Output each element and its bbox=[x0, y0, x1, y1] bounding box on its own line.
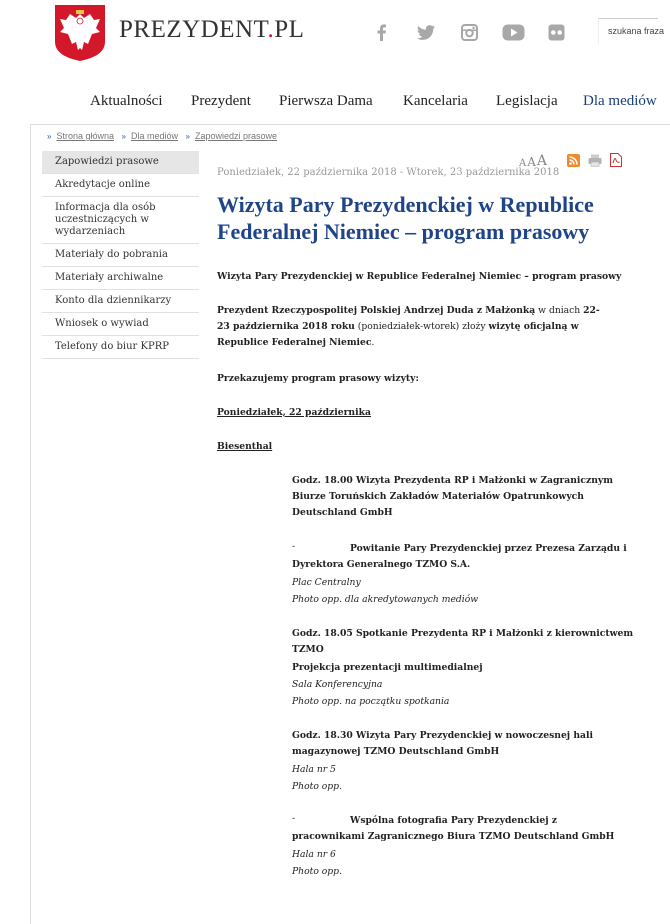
event-subitem: Projekcja prezentacji multimedialnej bbox=[292, 662, 483, 673]
article-title: Wizyta Pary Prezydenckiej w Republice Federalnej Niemiec – program prasowy bbox=[217, 192, 594, 244]
sidebar-item-informacja[interactable]: Informacja dla osób uczestniczących w wydarzeniach bbox=[42, 197, 199, 244]
eagle-emblem-icon[interactable] bbox=[54, 4, 106, 62]
program-intro: Przekazujemy program prasowy wizyty: bbox=[217, 373, 419, 384]
sidebar-menu bbox=[42, 151, 199, 359]
place-heading: Biesenthal bbox=[217, 441, 273, 452]
breadcrumb-separator-icon: » bbox=[121, 132, 126, 141]
nav-item-pierwsza-dama[interactable]: Pierwsza Dama bbox=[279, 93, 373, 109]
font-small-button[interactable]: A bbox=[519, 158, 527, 169]
twitter-icon[interactable] bbox=[416, 22, 436, 42]
event-item: Godz. 18.00 Wizyta Prezydenta RP i Małżonki w Zagranicznym Biurze Toruńskich Zakładów Materiałów Opatrunkowych Deutschland GmbH bbox=[292, 475, 613, 518]
font-large-button[interactable]: A bbox=[536, 153, 548, 169]
event-item: Godz. 18.05 Spotkanie Prezydenta RP i Małżonki z kierownictwem TZMO bbox=[292, 628, 634, 655]
site-logo-text[interactable]: PREZYDENT.PL bbox=[119, 16, 305, 43]
print-icon[interactable] bbox=[588, 152, 601, 165]
article-intro: Prezydent Rzeczypospolitej Polskiej Andrzej Duda z Małżonką w dniach 22-23 października 2018 roku (poniedziałek-wtorek) złoży wizytę oficjalną w Republice Federalnej Niemiec. bbox=[217, 305, 600, 348]
flickr-icon[interactable] bbox=[546, 22, 566, 42]
event-photo-note: Photo opp. bbox=[292, 781, 342, 792]
event-item: Wspólna fotografia Pary Prezydenckiej z pracownikami Zagranicznego Biura TZMO Deutschland GmbH bbox=[292, 815, 615, 842]
event-location: Hala nr 6 bbox=[292, 849, 336, 860]
sidebar-item-konto[interactable]: Konto dla dziennikarzy bbox=[42, 290, 199, 313]
nav-item-kancelaria[interactable]: Kancelaria bbox=[403, 93, 468, 109]
breadcrumb-link-media[interactable]: Dla mediów bbox=[130, 131, 178, 141]
nav-item-aktualnosci[interactable]: Aktualności bbox=[90, 93, 163, 109]
font-medium-button[interactable]: A bbox=[527, 155, 536, 169]
sidebar-item-materialy[interactable]: Materiały do pobrania bbox=[42, 244, 199, 267]
breadcrumb-link-home[interactable]: Strona główna bbox=[56, 131, 114, 141]
facebook-icon[interactable] bbox=[374, 22, 388, 42]
event-location: Hala nr 5 bbox=[292, 764, 336, 775]
sidebar-item-archiwalne[interactable]: Materiały archiwalne bbox=[42, 267, 199, 290]
instagram-icon[interactable] bbox=[459, 22, 479, 42]
event-location: Sala Konferencyjna bbox=[292, 679, 383, 690]
nav-item-legislacja[interactable]: Legislacja bbox=[496, 93, 558, 109]
nav-item-prezydent[interactable]: Prezydent bbox=[191, 93, 251, 109]
breadcrumb-link-press[interactable]: Zapowiedzi prasowe bbox=[194, 131, 278, 141]
breadcrumb-separator-icon: » bbox=[185, 132, 190, 141]
list-dash: - bbox=[292, 541, 296, 552]
event-date: Poniedziałek, 22 października 2018 - Wtorek, 23 października 2018 bbox=[217, 167, 560, 178]
day-heading: Poniedziałek, 22 października bbox=[217, 407, 371, 418]
sidebar-item-zapowiedzi[interactable]: Zapowiedzi prasowe bbox=[42, 151, 199, 174]
rss-icon[interactable] bbox=[567, 152, 580, 165]
sidebar-item-wywiad[interactable]: Wniosek o wywiad bbox=[42, 313, 199, 336]
list-dash: - bbox=[292, 813, 296, 824]
youtube-icon[interactable] bbox=[501, 22, 525, 42]
event-photo-note: Photo opp. dla akredytowanych mediów bbox=[292, 594, 479, 605]
pdf-icon[interactable] bbox=[610, 152, 623, 165]
event-item: Powitanie Pary Prezydenckiej przez Prezesa Zarządu i Dyrektora Generalnego TZMO S.A. bbox=[292, 543, 627, 570]
breadcrumb-separator-icon: » bbox=[47, 132, 52, 141]
event-location: Plac Centralny bbox=[292, 577, 361, 588]
event-photo-note: Photo opp. na początku spotkania bbox=[292, 696, 450, 707]
event-item: Godz. 18.30 Wizyta Pary Prezydenckiej w nowoczesnej hali magazynowej TZMO Deutschland GmbH bbox=[292, 730, 593, 757]
article-lead: Wizyta Pary Prezydenckiej w Republice Federalnej Niemiec – program prasowy bbox=[217, 271, 622, 282]
sidebar-item-telefony[interactable]: Telefony do biur KPRP bbox=[42, 336, 199, 359]
sidebar-item-akredytacje[interactable]: Akredytacje online bbox=[42, 174, 199, 197]
search-input[interactable]: szukana fraza bbox=[598, 18, 658, 44]
event-photo-note: Photo opp. bbox=[292, 866, 342, 877]
breadcrumb bbox=[42, 131, 277, 141]
site-header bbox=[0, 0, 665, 128]
nav-item-dla-mediow[interactable]: Dla mediów bbox=[583, 93, 657, 109]
